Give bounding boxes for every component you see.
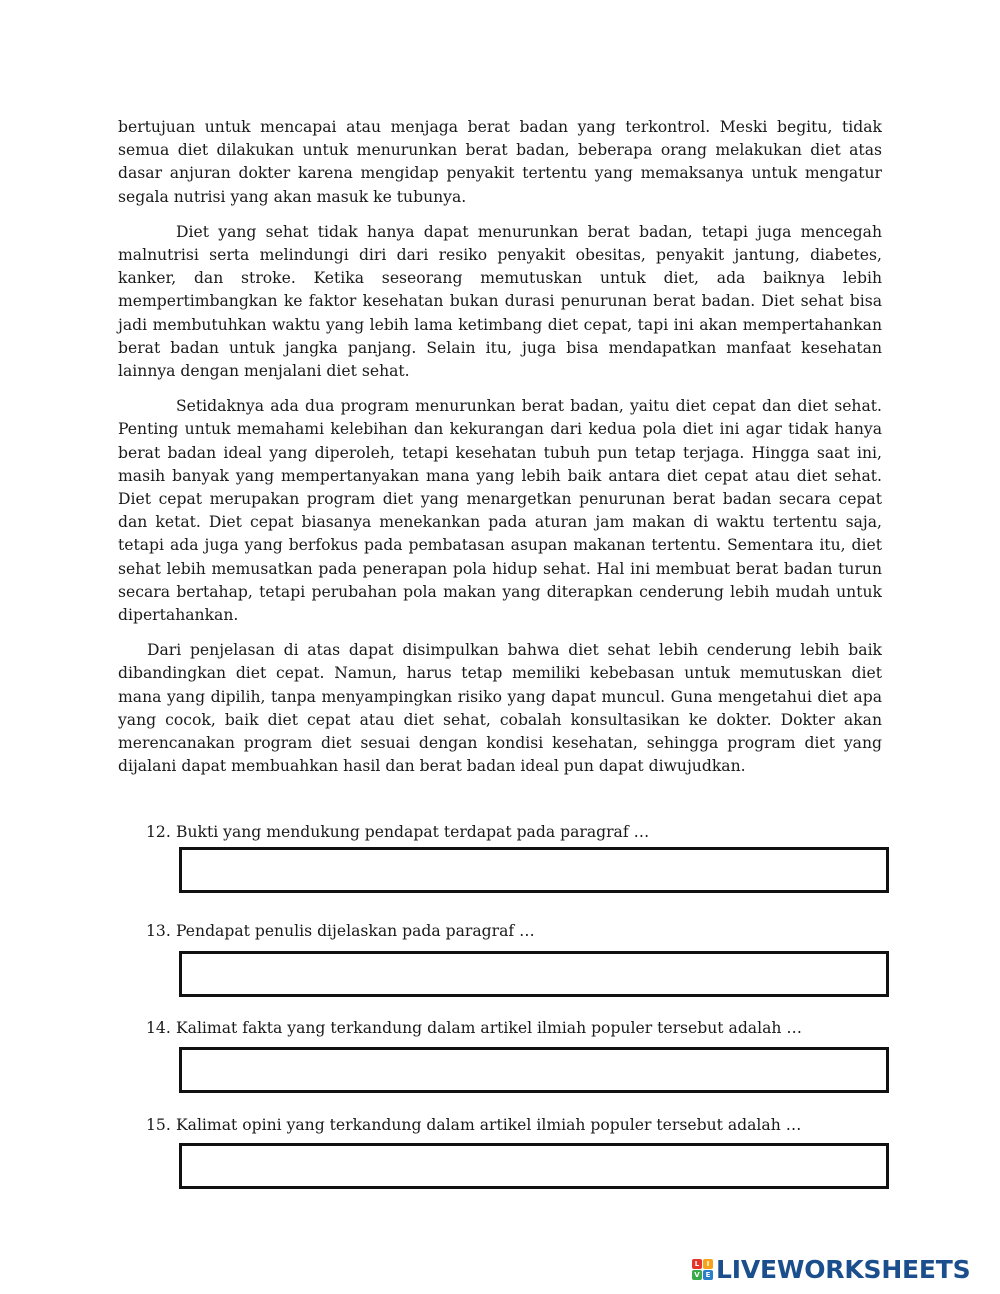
paragraph-1: bertujuan untuk mencapai atau menjaga berat badan yang terkontrol. Meski begitu, tidak semua diet dilakukan untuk menurunkan berat badan, beberapa orang melakukan diet atas dasar anjuran dokter karena mengidap penyakit tertentu yang memaksanya untuk mengatur segala nutrisi yang akan masuk ke tubunya. — [118, 118, 882, 206]
logo-text: LIVEWORKSHEETS — [716, 1255, 971, 1284]
article-body — [118, 116, 882, 790]
answer-box-15[interactable] — [179, 1143, 889, 1189]
paragraph-4: Dari penjelasan di atas dapat disimpulkan bahwa diet sehat lebih cenderung lebih baik dibandingkan diet cepat. Namun, harus tetap memiliki kebebasan untuk memutuskan diet mana yang dipilih, tanpa menyampingkan risiko yang dapat muncul. Guna mengetahui diet apa yang cocok, baik diet cepat atau diet sehat, cobalah konsultasikan ke dokter. Dokter akan merencanakan program diet sesuai dengan kondisi kesehatan, sehingga program diet yang dijalani dapat membuahkan hasil dan berat badan ideal pun dapat diwujudkan. — [118, 641, 882, 776]
paragraph-2: Diet yang sehat tidak hanya dapat menurunkan berat badan, tetapi juga mencegah malnutrisi serta melindungi diri dari resiko penyakit obesitas, penyakit jantung, diabetes, kanker, dan stroke. Ketika seseorang memutuskan untuk diet, ada baiknya lebih mempertimbangkan ke faktor kesehatan bukan durasi penurunan berat badan. Diet sehat bisa jadi membutuhkan waktu yang lebih lama ketimbang diet cepat, tapi ini akan mempertahankan berat badan untuk jangka panjang. Selain itu, juga bisa mendapatkan manfaat kesehatan lainnya dengan menjalani diet sehat. — [118, 222, 882, 381]
question-number: 15. — [146, 1116, 171, 1134]
liveworksheets-logo — [692, 1255, 970, 1284]
answer-box-13[interactable] — [179, 951, 889, 997]
question-12 — [146, 821, 649, 843]
question-13 — [146, 920, 535, 942]
question-text: Kalimat opini yang terkandung dalam artikel ilmiah populer tersebut adalah … — [176, 1116, 802, 1134]
question-text: Kalimat fakta yang terkandung dalam artikel ilmiah populer tersebut adalah … — [176, 1019, 802, 1037]
question-15 — [146, 1114, 801, 1136]
logo-tile: I — [703, 1259, 713, 1269]
logo-tile: E — [703, 1270, 713, 1280]
logo-tiles-icon — [692, 1259, 713, 1280]
question-text: Bukti yang mendukung pendapat terdapat pada paragraf … — [176, 823, 650, 841]
answer-box-14[interactable] — [179, 1047, 889, 1093]
question-text: Pendapat penulis dijelaskan pada paragraf … — [176, 922, 535, 940]
answer-box-12[interactable] — [179, 847, 889, 893]
logo-tile: L — [692, 1259, 702, 1269]
question-number: 13. — [146, 922, 171, 940]
question-number: 12. — [146, 823, 171, 841]
question-14 — [146, 1017, 802, 1039]
question-number: 14. — [146, 1019, 171, 1037]
logo-tile: V — [692, 1270, 702, 1280]
paragraph-3: Setidaknya ada dua program menurunkan berat badan, yaitu diet cepat dan diet sehat. Penting untuk memahami kelebihan dan kekurangan dari kedua pola diet ini agar tidak hanya berat badan ideal yang diperoleh, tetapi kesehatan tubuh pun tetap terjaga. Hingga saat ini, masih banyak yang mempertanyakan mana yang lebih baik antara diet cepat atau diet sehat. Diet cepat merupakan program diet yang menargetkan penurunan berat badan secara cepat dan ketat. Diet cepat biasanya menekankan pada aturan jam makan di waktu tertentu saja, tetapi ada juga yang berfokus pada pembatasan asupan makanan tertentu. Sementara itu, diet sehat lebih memusatkan pada penerapan pola hidup sehat. Hal ini membuat berat badan turun secara bertahap, tetapi perubahan pola makan yang diterapkan cenderung lebih mudah untuk dipertahankan. — [118, 397, 882, 625]
